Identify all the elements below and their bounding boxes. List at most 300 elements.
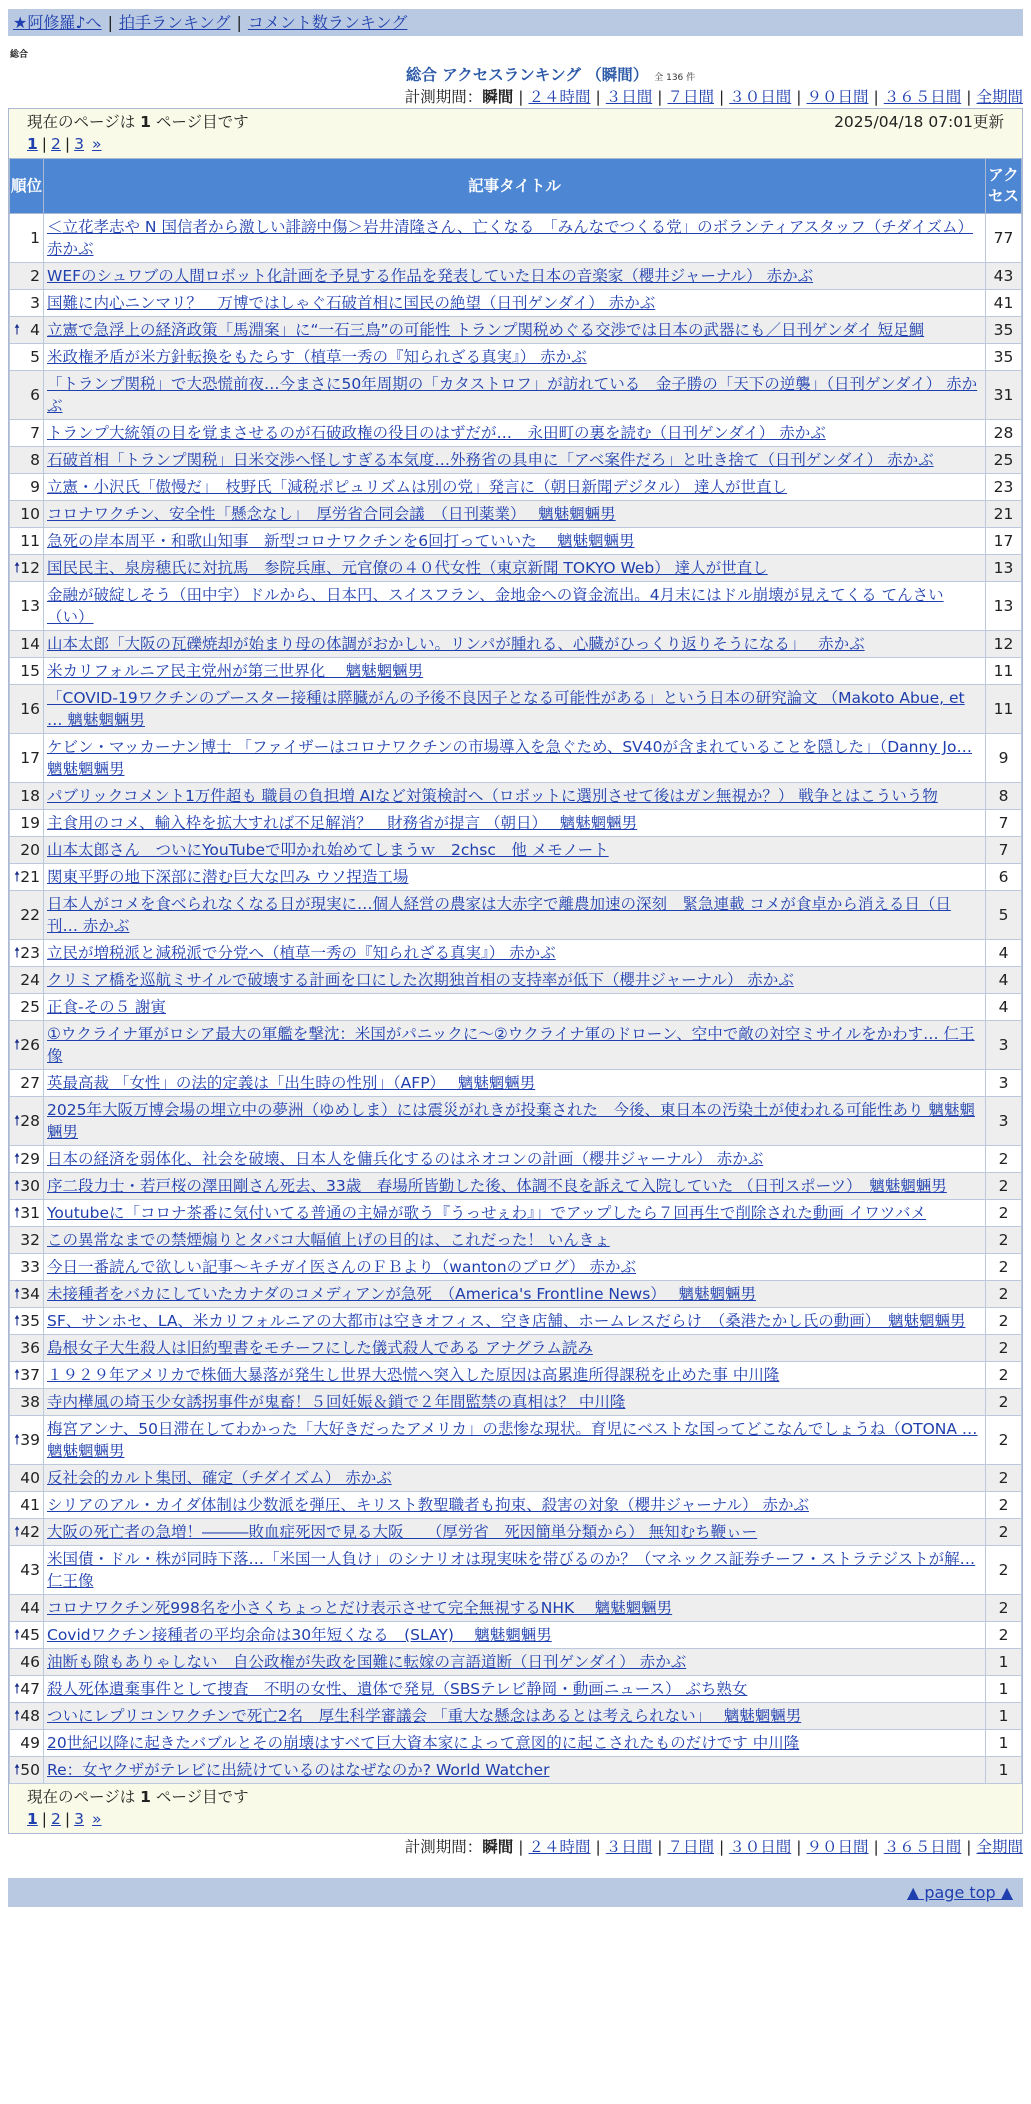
table-row xyxy=(10,290,1022,317)
table-row xyxy=(10,837,1022,864)
rank-number: 46 xyxy=(20,1653,40,1671)
rank-number: 50 xyxy=(20,1761,40,1779)
access-count: 3 xyxy=(986,1021,1022,1070)
title-cell xyxy=(44,783,986,810)
title-cell xyxy=(44,891,986,940)
table-row xyxy=(10,474,1022,501)
rank-cell xyxy=(10,1622,44,1649)
title-cell xyxy=(44,290,986,317)
access-count: 41 xyxy=(986,290,1022,317)
table-row xyxy=(10,994,1022,1021)
access-count: 7 xyxy=(986,810,1022,837)
col-header-access: アクセス xyxy=(986,159,1022,214)
period-separator: | xyxy=(796,1838,802,1856)
title-cell xyxy=(44,1519,986,1546)
rank-cell xyxy=(10,1173,44,1200)
table-row xyxy=(10,1097,1022,1146)
nav-separator: | xyxy=(107,13,113,32)
rank-cell xyxy=(10,344,44,371)
pager-bottom xyxy=(9,1784,1022,1833)
table-row xyxy=(10,1519,1022,1546)
rank-cell xyxy=(10,1254,44,1281)
article-title-link[interactable]: トランプ大統領の目を覚まさせるのが石破政権の役目のはずだが… 永田町の裏を読む（日刊ゲンダイ） 赤かぶ xyxy=(47,424,826,442)
period-current: 瞬間 xyxy=(482,1838,514,1856)
table-row xyxy=(10,263,1022,290)
article-title-link[interactable]: 日本人がコメを食べられなくなる日が現実に…個人経営の農家は大赤字で離農加速の深刻 緊急連載 コメが食卓から消える日（日刊… 赤かぶ xyxy=(47,895,951,935)
rank-number: 33 xyxy=(20,1258,40,1276)
title-cell xyxy=(44,631,986,658)
article-title-link[interactable]: Covidワクチン接種者の平均余命は30年短くなる (SLAY) 魑魅魍魎男 xyxy=(47,1626,552,1644)
ranking-table xyxy=(9,158,1022,1784)
rank-cell xyxy=(10,1519,44,1546)
rank-number: 25 xyxy=(20,998,40,1016)
rank-number: 37 xyxy=(20,1366,40,1384)
title-cell xyxy=(44,1389,986,1416)
access-count: 1 xyxy=(986,1649,1022,1676)
rank-number: 7 xyxy=(30,424,40,442)
rank-up-arrow-icon: 🠕 xyxy=(14,1286,21,1302)
title-cell xyxy=(44,837,986,864)
rank-cell xyxy=(10,1703,44,1730)
rank-cell xyxy=(10,837,44,864)
table-row xyxy=(10,1757,1022,1784)
rank-cell xyxy=(10,1070,44,1097)
rank-number: 13 xyxy=(20,597,40,615)
article-title-link[interactable]: 関東平野の地下深部に潜む巨大な凹み ウソ捏造工場 xyxy=(47,868,409,886)
ranking-title-line xyxy=(8,64,1023,86)
access-count: 1 xyxy=(986,1676,1022,1703)
rank-cell xyxy=(10,1281,44,1308)
access-count: 2 xyxy=(986,1465,1022,1492)
table-row xyxy=(10,1173,1022,1200)
table-row xyxy=(10,1308,1022,1335)
updated-timestamp: 2025/04/18 07:01更新 xyxy=(834,113,1004,131)
rank-number: 35 xyxy=(20,1312,40,1330)
access-count: 35 xyxy=(986,317,1022,344)
article-title-link[interactable]: 2025年大阪万博会場の埋立中の夢洲（ゆめしま）には震災がれきが投棄された 今後、東日本の汚染土が使われる可能性あり 魑魅魍魎男 xyxy=(47,1101,975,1141)
title-cell xyxy=(44,1649,986,1676)
table-row xyxy=(10,1649,1022,1676)
access-count: 4 xyxy=(986,940,1022,967)
access-count: 13 xyxy=(986,555,1022,582)
table-row xyxy=(10,1703,1022,1730)
rank-up-arrow-icon: 🠕 xyxy=(14,560,21,576)
rank-cell xyxy=(10,1595,44,1622)
article-title-link[interactable]: 「COVID-19ワクチンのブースター接種は膵臓がんの予後不良因子となる可能性がある」という日本の研究論文 （Makoto Abue, et … 魑魅魍魎男 xyxy=(47,689,965,729)
article-title-link[interactable]: 国民民主、泉房穂氏に対抗馬 参院兵庫、元官僚の４０代女性（東京新聞 TOKYO Web） 達人が世直し xyxy=(47,559,768,577)
next-page-link[interactable]: » xyxy=(92,1810,102,1828)
article-title-link[interactable]: 島根女子大生殺人は旧約聖書をモチーフにした儀式殺人である アナグラム読み xyxy=(47,1339,593,1357)
rank-cell xyxy=(10,1146,44,1173)
rank-cell xyxy=(10,474,44,501)
access-count: 4 xyxy=(986,967,1022,994)
article-title-link[interactable]: 未接種者をバカにしていたカナダのコメディアンが急死 （America's Frontline News） 魑魅魍魎男 xyxy=(47,1285,756,1303)
title-cell xyxy=(44,864,986,891)
access-count: 2 xyxy=(986,1200,1022,1227)
access-count: 2 xyxy=(986,1362,1022,1389)
table-row xyxy=(10,1622,1022,1649)
period-link[interactable]: ３日間 xyxy=(605,88,653,106)
rank-cell xyxy=(10,528,44,555)
article-title-link[interactable]: 米カリフォルニア民主党州が第三世界化 魑魅魍魎男 xyxy=(47,662,424,680)
article-title-link[interactable]: 反社会的カルト集団、確定（チダイズム） 赤かぶ xyxy=(47,1469,392,1487)
article-title-link[interactable]: 国難に内心ニンマリ？ 万博ではしゃぐ石破首相に国民の絶望（日刊ゲンダイ） 赤かぶ xyxy=(47,294,656,312)
rank-number: 29 xyxy=(20,1150,40,1168)
access-count: 2 xyxy=(986,1227,1022,1254)
page-link-current[interactable]: 1 xyxy=(27,1810,38,1828)
rank-cell xyxy=(10,555,44,582)
table-row xyxy=(10,1492,1022,1519)
rank-cell xyxy=(10,1389,44,1416)
period-separator: | xyxy=(518,1838,524,1856)
rank-number: 5 xyxy=(30,348,40,366)
title-cell xyxy=(44,1492,986,1519)
article-title-link[interactable]: 大阪の死亡者の急増！―――敗血症死因で見る大阪 （厚労省 死因簡単分類から） 無知むち鞭ぃー xyxy=(47,1523,758,1541)
period-label: 計測期間： xyxy=(404,88,483,106)
rank-cell xyxy=(10,317,44,344)
title-cell xyxy=(44,1021,986,1070)
article-title-link[interactable]: Youtubeに「コロナ茶番に気付いてる普通の主婦が歌う『うっせぇわ』」でアップしたら７回再生で削除された動画 イワツバメ xyxy=(47,1204,926,1222)
access-count: 1 xyxy=(986,1757,1022,1784)
access-count: 12 xyxy=(986,631,1022,658)
clap-ranking-link[interactable]: 拍手ランキング xyxy=(118,13,231,32)
comment-ranking-link[interactable]: コメント数ランキング xyxy=(247,13,408,32)
title-cell xyxy=(44,967,986,994)
access-count: 3 xyxy=(986,1097,1022,1146)
rank-cell xyxy=(10,864,44,891)
article-title-link[interactable]: ＜立花孝志や N 国信者から激しい誹謗中傷＞岩井清隆さん、亡くなる 「みんなでつくる党」のボランティアスタッフ（チダイズム） 赤かぶ xyxy=(47,218,974,258)
rank-cell xyxy=(10,940,44,967)
rank-number: 43 xyxy=(20,1561,40,1579)
title-cell xyxy=(44,1622,986,1649)
table-row xyxy=(10,810,1022,837)
article-title-link[interactable]: 急死の岸本周平・和歌山知事 新型コロナワクチンを6回打っていいた 魑魅魍魎男 xyxy=(47,532,635,550)
article-title-link[interactable]: WEFのシュワブの人間ロボット化計画を予見する作品を発表していた日本の音楽家（櫻井ジャーナル） 赤かぶ xyxy=(47,267,814,285)
table-row xyxy=(10,1070,1022,1097)
access-count: 2 xyxy=(986,1308,1022,1335)
period-list xyxy=(482,1838,1023,1856)
access-count: 28 xyxy=(986,420,1022,447)
rank-cell xyxy=(10,1465,44,1492)
rank-number: 30 xyxy=(20,1177,40,1195)
title-cell xyxy=(44,658,986,685)
rank-up-arrow-icon: 🠕 xyxy=(14,1313,21,1329)
title-cell xyxy=(44,1308,986,1335)
period-link[interactable]: ９０日間 xyxy=(806,1838,869,1856)
article-title-link[interactable]: Re：女ヤクザがテレビに出続けているのはなぜなのか? World Watcher xyxy=(47,1761,550,1779)
period-link[interactable]: ３０日間 xyxy=(729,1838,792,1856)
access-count: 2 xyxy=(986,1389,1022,1416)
page-links: 1 | 2 | 3 » xyxy=(27,135,102,153)
access-count: 1 xyxy=(986,1730,1022,1757)
article-title-link[interactable]: 米国債・ドル・株が同時下落…「米国一人負け」のシナリオは現実味を帯びるのか？（マネックス証券チーフ・ストラテジストが解… 仁王像 xyxy=(47,1550,976,1590)
title-cell xyxy=(44,214,986,263)
article-title-link[interactable]: 金融が破綻しそう（田中宇）ドルから、日本円、スイスフラン、金地金への資金流出。4月末にはドル崩壊が見えてくる てんさい（い） xyxy=(47,586,944,626)
access-count: 23 xyxy=(986,474,1022,501)
article-title-link[interactable]: ケビン・マッカーナン博士 「ファイザーはコロナワクチンの市場導入を急ぐため、SV40が含まれていることを隠した」（Danny Jo… 魑魅魍魎男 xyxy=(47,738,972,778)
title-cell xyxy=(44,1335,986,1362)
rank-number: 4 xyxy=(30,321,40,339)
table-row xyxy=(10,371,1022,420)
period-separator: | xyxy=(873,88,879,106)
ranking-table-body xyxy=(10,214,1022,1784)
title-cell xyxy=(44,1097,986,1146)
access-count: 11 xyxy=(986,685,1022,734)
article-title-link[interactable]: 米政権矛盾が米方針転換をもたらす（植草一秀の『知られざる真実』） 赤かぶ xyxy=(47,348,587,366)
period-link[interactable]: ７日間 xyxy=(667,88,714,106)
table-row xyxy=(10,631,1022,658)
period-separator: | xyxy=(657,1838,663,1856)
access-count: 21 xyxy=(986,501,1022,528)
title-cell xyxy=(44,810,986,837)
title-cell xyxy=(44,734,986,783)
title-cell xyxy=(44,582,986,631)
table-row xyxy=(10,1465,1022,1492)
period-link[interactable]: ３０日間 xyxy=(729,88,792,106)
page-links: 1 | 2 | 3 » xyxy=(27,1810,102,1828)
table-row xyxy=(10,685,1022,734)
article-title-link[interactable]: １９２９年アメリカで株価大暴落が発生し世界大恐慌へ突入した原因は高累進所得課税を止めた事 中川隆 xyxy=(47,1366,780,1384)
rank-cell xyxy=(10,1649,44,1676)
col-header-title: 記事タイトル xyxy=(44,159,986,214)
bottom-bar xyxy=(8,1878,1023,1907)
title-cell xyxy=(44,420,986,447)
period-link[interactable]: ９０日間 xyxy=(806,88,869,106)
home-link[interactable]: ★阿修羅♪へ xyxy=(13,13,102,32)
period-separator: | xyxy=(719,1838,725,1856)
article-title-link[interactable]: コロナワクチン、安全性「懸念なし」 厚労省合同会議 （日刊薬業） 魑魅魍魎男 xyxy=(47,505,616,523)
article-title-link[interactable]: 立憲で急浮上の経済政策「馬淵案」に“一石三鳥”の可能性 トランプ関税めぐる交渉では日本の武器にも／日刊ゲンダイ 短足鯛 xyxy=(47,321,925,339)
access-count: 2 xyxy=(986,1335,1022,1362)
article-title-link[interactable]: 今日一番読んで欲しい記事〜キチガイ医さんのＦＢより（wantonのブログ） 赤かぶ xyxy=(47,1258,637,1276)
item-count: 全 136 件 xyxy=(654,73,696,83)
access-count: 77 xyxy=(986,214,1022,263)
period-link[interactable]: ７日間 xyxy=(667,1838,714,1856)
rank-number: 18 xyxy=(20,787,40,805)
rank-number: 34 xyxy=(20,1285,40,1303)
access-count: 1 xyxy=(986,1703,1022,1730)
period-link[interactable]: 全期間 xyxy=(976,88,1023,106)
rank-cell xyxy=(10,582,44,631)
rank-number: 16 xyxy=(20,700,40,718)
title-cell xyxy=(44,501,986,528)
rank-cell xyxy=(10,1097,44,1146)
table-row xyxy=(10,1254,1022,1281)
page-link-2[interactable]: 2 xyxy=(51,135,61,153)
access-count: 25 xyxy=(986,447,1022,474)
rank-number: 31 xyxy=(20,1204,40,1222)
article-title-link[interactable]: 序二段力士・若戸桜の澤田剛さん死去、33歳 春場所皆勤した後、体調不良を訴えて入院していた （日刊スポーツ） 魑魅魍魎男 xyxy=(47,1177,947,1195)
title-cell xyxy=(44,1595,986,1622)
rank-up-arrow-icon: 🠕 xyxy=(14,322,21,338)
access-count: 2 xyxy=(986,1546,1022,1595)
page-link-3[interactable]: 3 xyxy=(74,1810,85,1828)
rank-number: 40 xyxy=(20,1469,40,1487)
period-link[interactable]: ３６５日間 xyxy=(883,88,962,106)
access-count: 4 xyxy=(986,994,1022,1021)
rank-cell xyxy=(10,891,44,940)
page-link-3[interactable]: 3 xyxy=(74,135,85,153)
table-row xyxy=(10,447,1022,474)
article-title-link[interactable]: 主食用のコメ、輸入枠を拡大すれば不足解消？ 財務省が提言 （朝日） 魑魅魍魎男 xyxy=(47,814,638,832)
article-title-link[interactable]: 英最高裁 「女性」の法的定義は「出生時の性別」（AFP） 魑魅魍魎男 xyxy=(47,1074,536,1092)
article-title-link[interactable]: 日本の経済を弱体化、社会を破壊、日本人を傭兵化するのはネオコンの計画（櫻井ジャーナル） 赤かぶ xyxy=(47,1150,764,1168)
table-row xyxy=(10,1416,1022,1465)
col-header-rank: 順位 xyxy=(10,159,44,214)
access-count: 31 xyxy=(986,371,1022,420)
access-count: 2 xyxy=(986,1281,1022,1308)
article-title-link[interactable]: 立憲・小沢氏「傲慢だ」 枝野氏「減税ポピュリズムは別の党」発言に（朝日新聞デジタル） 達人が世直し xyxy=(47,478,787,496)
access-count: 5 xyxy=(986,891,1022,940)
title-cell xyxy=(44,263,986,290)
article-title-link[interactable]: 石破首相「トランプ関税」日米交渉へ怪しすぎる本気度…外務省の具申に「アベ案件だろ」と吐き捨て（日刊ゲンダイ） 赤かぶ xyxy=(47,451,934,469)
title-cell xyxy=(44,940,986,967)
rank-cell xyxy=(10,810,44,837)
rank-number: 20 xyxy=(20,841,40,859)
period-separator: | xyxy=(719,88,725,106)
period-separator: | xyxy=(873,1838,879,1856)
rank-cell xyxy=(10,214,44,263)
article-title-link[interactable]: 正食-その５ 謝寅 xyxy=(47,998,167,1016)
access-count: 2 xyxy=(986,1595,1022,1622)
access-count: 2 xyxy=(986,1622,1022,1649)
rank-cell xyxy=(10,1308,44,1335)
rank-number: 48 xyxy=(20,1707,40,1725)
rank-number: 21 xyxy=(20,868,40,886)
rank-number: 12 xyxy=(20,559,40,577)
access-count: 13 xyxy=(986,582,1022,631)
rank-number: 23 xyxy=(20,944,40,962)
title-cell xyxy=(44,371,986,420)
current-page-text: 現在のページは 1 ページ目です xyxy=(27,113,249,131)
title-cell xyxy=(44,1465,986,1492)
article-title-link[interactable]: パブリックコメント1万件超も 職員の負担増 AIなど対策検討へ（ロボットに選別させて後はガン無視か？） 戦争とはこういう物 xyxy=(47,787,938,805)
rank-cell xyxy=(10,447,44,474)
next-page-link[interactable]: » xyxy=(92,135,102,153)
period-separator: | xyxy=(796,88,802,106)
access-count: 3 xyxy=(986,1070,1022,1097)
table-row xyxy=(10,214,1022,263)
access-count: 2 xyxy=(986,1492,1022,1519)
article-title-link[interactable]: ついにレプリコンワクチンで死亡2名 厚生科学審議会 「重大な懸念はあるとは考えられない」 魑魅魍魎男 xyxy=(47,1707,802,1725)
article-title-link[interactable]: コロナワクチン死998名を小さくちょっとだけ表示させて完全無視するNHK 魑魅魍魎男 xyxy=(47,1599,673,1617)
rank-up-arrow-icon: 🠕 xyxy=(14,1762,21,1778)
current-page-text: 現在のページは 1 ページ目です xyxy=(27,1788,249,1806)
rank-number: 19 xyxy=(20,814,40,832)
rank-up-arrow-icon: 🠕 xyxy=(14,1037,21,1053)
article-title-link[interactable]: 寺内樺風の埼玉少女誘拐事件が鬼畜！５回妊娠＆鎖で２年間監禁の真相は？ 中川隆 xyxy=(47,1393,626,1411)
rank-up-arrow-icon: 🠕 xyxy=(14,1524,21,1540)
nav-separator: | xyxy=(236,13,242,32)
table-row xyxy=(10,967,1022,994)
period-link[interactable]: 全期間 xyxy=(976,1838,1023,1856)
rank-cell xyxy=(10,685,44,734)
period-separator: | xyxy=(966,1838,972,1856)
rank-number: 47 xyxy=(20,1680,40,1698)
rank-cell xyxy=(10,1492,44,1519)
period-link[interactable]: ３日間 xyxy=(605,1838,653,1856)
rank-up-arrow-icon: 🠕 xyxy=(14,1178,21,1194)
table-row xyxy=(10,420,1022,447)
rank-number: 24 xyxy=(20,971,40,989)
rank-cell xyxy=(10,263,44,290)
table-row xyxy=(10,1021,1022,1070)
period-link[interactable]: ２４時間 xyxy=(528,88,591,106)
rank-cell xyxy=(10,1730,44,1757)
article-title-link[interactable]: 立民が増税派と減税派で分党へ（植草一秀の『知られざる真実』） 赤かぶ xyxy=(47,944,556,962)
access-count: 17 xyxy=(986,528,1022,555)
period-current: 瞬間 xyxy=(482,88,514,106)
period-link[interactable]: ３６５日間 xyxy=(883,1838,962,1856)
rank-number: 45 xyxy=(20,1626,40,1644)
access-count: 43 xyxy=(986,263,1022,290)
page-top-link[interactable]: ▲ page top ▲ xyxy=(906,1883,1013,1902)
rank-cell xyxy=(10,1200,44,1227)
ranking-panel xyxy=(8,108,1023,1834)
rank-number: 44 xyxy=(20,1599,40,1617)
rank-number: 28 xyxy=(20,1112,40,1130)
title-cell xyxy=(44,555,986,582)
rank-number: 15 xyxy=(20,662,40,680)
rank-cell xyxy=(10,501,44,528)
article-title-link[interactable]: 梅宮アンナ、50日滞在してわかった「大好きだったアメリカ」の悲惨な現状。育児にベストな国ってどこなんでしょうね（OTONA … 魑魅魍魎男 xyxy=(47,1420,978,1460)
article-title-link[interactable]: 油断も隙もありゃしない 自公政権が失政を国難に転嫁の言語道断（日刊ゲンダイ） 赤かぶ xyxy=(47,1653,687,1671)
page-title: 総合 アクセスランキング （瞬間） xyxy=(405,66,649,84)
article-title-link[interactable]: この異常なまでの禁煙煽りとタバコ大幅値上げの目的は、これだった！ いんきょ xyxy=(47,1231,610,1249)
rank-cell xyxy=(10,783,44,810)
period-link[interactable]: ２４時間 xyxy=(528,1838,591,1856)
rank-up-arrow-icon: 🠕 xyxy=(14,1151,21,1167)
table-row xyxy=(10,864,1022,891)
table-row xyxy=(10,582,1022,631)
article-title-link[interactable]: 「トランプ関税」で大恐慌前夜…今まさに50年周期の「カタストロフ」が訪れている 金子勝の「天下の逆襲」（日刊ゲンダイ） 赤かぶ xyxy=(47,375,978,415)
title-cell xyxy=(44,344,986,371)
table-row xyxy=(10,1146,1022,1173)
rank-cell xyxy=(10,420,44,447)
article-title-link[interactable]: ①ウクライナ軍がロシア最大の軍艦を撃沈：米国がパニックに〜②ウクライナ軍のドローン、空中で敵の対空ミサイルをかわす… 仁王像 xyxy=(47,1025,975,1065)
access-count: 9 xyxy=(986,734,1022,783)
table-row xyxy=(10,1676,1022,1703)
page-link-current[interactable]: 1 xyxy=(27,135,38,153)
article-title-link[interactable]: SF、サンホセ、LA、米カリフォルニアの大都市は空きオフィス、空き店舗、ホームレスだらけ （桑港たかし氏の動画） 魑魅魍魎男 xyxy=(47,1312,966,1330)
article-title-link[interactable]: 山本太郎「大阪の瓦礫焼却が始まり母の体調がおかしい。リンパが腫れる、心臓がひっくり返りそうになる」 赤かぶ xyxy=(47,635,865,653)
article-title-link[interactable]: 殺人死体遺棄事件として捜査 不明の女性、遺体で発見（SBSテレビ静岡・動画ニュース） ぶち熟女 xyxy=(47,1680,748,1698)
access-count: 7 xyxy=(986,837,1022,864)
pager-top xyxy=(9,109,1022,158)
table-row xyxy=(10,1227,1022,1254)
table-row xyxy=(10,1335,1022,1362)
article-title-link[interactable]: シリアのアル・カイダ体制は少数派を弾圧、キリスト教聖職者も拘束、殺害の対象（櫻井ジャーナル） 赤かぶ xyxy=(47,1496,809,1514)
access-count: 11 xyxy=(986,658,1022,685)
table-row xyxy=(10,1281,1022,1308)
article-title-link[interactable]: クリミア橋を巡航ミサイルで破壊する計画を口にした次期独首相の支持率が低下（櫻井ジャーナル） 赤かぶ xyxy=(47,971,794,989)
title-cell xyxy=(44,1281,986,1308)
access-count: 2 xyxy=(986,1519,1022,1546)
rank-number: 14 xyxy=(20,635,40,653)
article-title-link[interactable]: 20世紀以降に起きたバブルとその崩壊はすべて巨大資本家によって意図的に起こされたものだけです 中川隆 xyxy=(47,1734,800,1752)
article-title-link[interactable]: 山本太郎さん ついにYouTubeで叩かれ始めてしまうｗ 2chsc 他 メモノート xyxy=(47,841,609,859)
page-link-2[interactable]: 2 xyxy=(51,1810,61,1828)
rank-cell xyxy=(10,1416,44,1465)
rank-cell xyxy=(10,371,44,420)
period-separator: | xyxy=(595,1838,601,1856)
rank-number: 41 xyxy=(20,1496,40,1514)
table-row xyxy=(10,1730,1022,1757)
rank-number: 27 xyxy=(20,1074,40,1092)
rank-number: 1 xyxy=(30,229,40,247)
rank-number: 26 xyxy=(20,1036,40,1054)
title-cell xyxy=(44,994,986,1021)
